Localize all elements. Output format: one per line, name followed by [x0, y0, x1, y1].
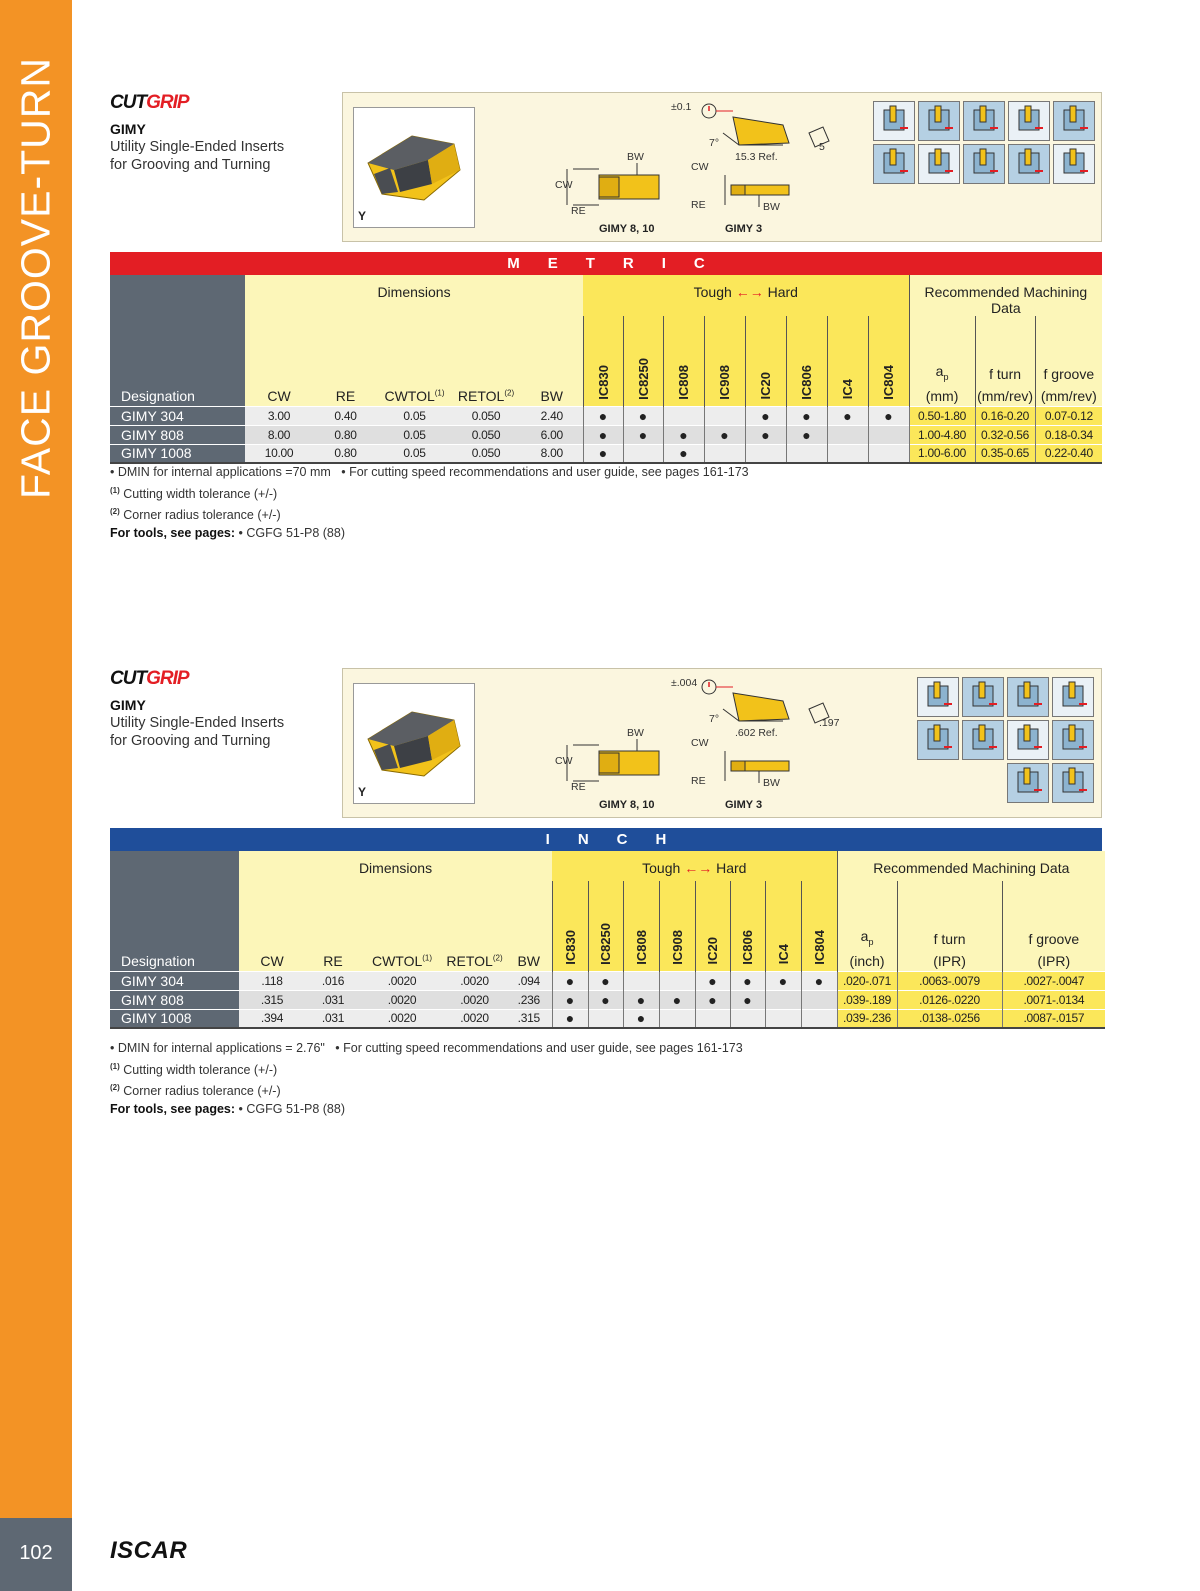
insert-image [354, 108, 474, 227]
fgroove-cell: .0027-.0047 [1002, 971, 1105, 990]
cw-header: CW [239, 881, 305, 971]
grade-header-ic8250: IC8250 [623, 316, 663, 406]
bw-header: BW [506, 881, 552, 971]
brand-logo: ISCAR [110, 1537, 188, 1564]
bw-label-2: BW [763, 777, 780, 789]
drawing-panel [342, 92, 1102, 242]
grade-availability-cell [623, 444, 663, 463]
grade-header-ic808: IC808 [663, 316, 704, 406]
designation-cell: GIMY 304 [110, 971, 239, 990]
sidebar [0, 0, 72, 1591]
grade-header-ic806: IC806 [730, 881, 765, 971]
tools-reference[interactable]: CGFG 51-P8 (88) [246, 1101, 345, 1116]
grade-header-ic806: IC806 [786, 316, 827, 406]
width-label: 5 [819, 141, 825, 153]
application-icon [1052, 720, 1094, 760]
cwtol-header: CWTOL$^{(1)}$ [361, 881, 443, 971]
grade-availability-cell: ● [827, 406, 868, 425]
grade-availability-cell: ● [730, 971, 765, 990]
application-icon [963, 101, 1005, 141]
grade-availability-cell [663, 406, 704, 425]
f-turn-header: f turn (IPR) [897, 881, 1002, 971]
bw-cell: .094 [506, 971, 552, 990]
cwtol-cell: 0.05 [378, 444, 451, 463]
re-label: RE [571, 205, 586, 217]
fturn-cell: 0.35-0.65 [975, 444, 1035, 463]
insert-code: Y [358, 785, 367, 799]
bw-cell: 2.40 [521, 406, 583, 425]
bw-cell: .315 [506, 1009, 552, 1028]
cw-header: CW [245, 316, 313, 406]
width-label: .197 [819, 717, 840, 729]
tolerance-label: ±.004 [671, 677, 698, 689]
grade-header-ic908: IC908 [704, 316, 745, 406]
application-icon [1008, 144, 1050, 184]
re-header: RE [313, 316, 378, 406]
insert-image [354, 684, 474, 803]
grade-availability-cell [827, 425, 868, 444]
grade-availability-cell [786, 444, 827, 463]
grade-availability-cell [588, 1009, 623, 1028]
application-icon [917, 677, 959, 717]
bw-cell: 8.00 [521, 444, 583, 463]
insert-code: Y [358, 209, 367, 223]
cw-cell: 3.00 [245, 406, 313, 425]
grade-header-ic8250: IC8250 [588, 881, 623, 971]
ap-cell: 0.50-1.80 [909, 406, 975, 425]
tools-reference[interactable]: CGFG 51-P8 (88) [246, 525, 345, 540]
grade-availability-cell [801, 990, 837, 1009]
footnotes: • DMIN for internal applications =70 mm • For cutting speed recommendations and user guide, see pages 161-173 $^{(1)}$ Cutting width tolerance (+/-) $^{(2)}$ Corner radius tolerance (+/-) For tools, see pages: • CGFG 51-P8 (88) [110, 465, 749, 540]
grade-availability-cell: ● [786, 425, 827, 444]
application-icon [873, 144, 915, 184]
grade-availability-cell: ● [552, 971, 588, 990]
grade-availability-cell: ● [552, 1009, 588, 1028]
re-cell: .031 [305, 990, 361, 1009]
grade-availability-cell: ● [659, 990, 695, 1009]
ref-label: 15.3 Ref. [735, 151, 778, 163]
grade-header-ic4: IC4 [827, 316, 868, 406]
grade-range-header: Tough ←→ Hard [583, 275, 909, 316]
retol-cell: .0020 [443, 990, 506, 1009]
grade-header-ic20: IC20 [695, 881, 730, 971]
ap-header: $a_p$ (inch) [837, 881, 897, 971]
grade-availability-cell [704, 444, 745, 463]
ap-cell: .039-.236 [837, 1009, 897, 1028]
grade-range-header: Tough ←→ Hard [552, 851, 837, 881]
retol-cell: 0.050 [451, 406, 521, 425]
spec-table [110, 275, 1102, 464]
application-icons [917, 677, 1094, 803]
grade-header-ic20: IC20 [745, 316, 786, 406]
application-icon [1007, 763, 1049, 803]
cw-cell: .394 [239, 1009, 305, 1028]
insert-photo [353, 107, 475, 228]
machining-data-header: Recommended Machining Data [837, 851, 1105, 881]
grade-availability-cell: ● [583, 444, 623, 463]
grade-availability-cell: ● [695, 971, 730, 990]
application-icon [962, 720, 1004, 760]
re-label-2: RE [691, 199, 706, 211]
grade-availability-cell: ● [588, 990, 623, 1009]
grade-availability-cell [695, 1009, 730, 1028]
fturn-cell: 0.16-0.20 [975, 406, 1035, 425]
cwtol-cell: 0.05 [378, 425, 451, 444]
retol-cell: .0020 [443, 971, 506, 990]
page-number: 102 [19, 1542, 53, 1564]
grade-header-ic808: IC808 [623, 881, 659, 971]
grade-availability-cell: ● [704, 425, 745, 444]
caption-gimy-3: GIMY 3 [725, 223, 763, 235]
table-row [110, 444, 1102, 463]
re-cell: 0.80 [313, 425, 378, 444]
grade-availability-cell [868, 444, 909, 463]
application-icon [1053, 101, 1095, 141]
retol-cell: .0020 [443, 1009, 506, 1028]
retol-cell: 0.050 [451, 444, 521, 463]
grade-availability-cell: ● [623, 406, 663, 425]
cutting-speed-note: For cutting speed recommendations and user guide, see pages 161-173 [349, 465, 749, 479]
application-icon [1007, 677, 1049, 717]
footnote-1: Cutting width tolerance (+/-) [123, 1062, 278, 1077]
table-row [110, 971, 1105, 990]
cwtol-header: CWTOL$^{(1)}$ [378, 316, 451, 406]
ap-cell: 1.00-4.80 [909, 425, 975, 444]
grade-availability-cell [801, 1009, 837, 1028]
cw-label: CW [555, 755, 573, 767]
fgroove-cell: 0.22-0.40 [1035, 444, 1102, 463]
sidebar-title: FACE GROOVE-TURN [12, 57, 59, 499]
product-description: Utility Single-Ended Inserts for Grooving and Turning [110, 139, 285, 173]
grade-header-ic830: IC830 [552, 881, 588, 971]
tools-label: For tools, see pages: [110, 1101, 236, 1116]
re-cell: 0.40 [313, 406, 378, 425]
cw-label-2: CW [691, 737, 709, 749]
product-name: GIMY [110, 697, 146, 713]
f-turn-header: f turn (mm/rev) [975, 316, 1035, 406]
cwtol-cell: 0.05 [378, 406, 451, 425]
fgroove-cell: 0.18-0.34 [1035, 425, 1102, 444]
fturn-cell: 0.32-0.56 [975, 425, 1035, 444]
cw-cell: .315 [239, 990, 305, 1009]
f-groove-header: f groove (IPR) [1002, 881, 1105, 971]
tolerance-label: ±0.1 [671, 101, 692, 113]
application-icon [962, 677, 1004, 717]
grade-availability-cell [745, 444, 786, 463]
cwtol-cell: .0020 [361, 971, 443, 990]
footnote-2: Corner radius tolerance (+/-) [123, 508, 281, 523]
dmin-note: DMIN for internal applications =70 mm [117, 465, 331, 479]
footnotes: • DMIN for internal applications = 2.76" • For cutting speed recommendations and user guide, see pages 161-173 $^{(1)}$ Cutting width tolerance (+/-) $^{(2)}$ Corner radius tolerance (+/-) For tools, see pages: • CGFG 51-P8 (88) [110, 1041, 743, 1116]
cutgrip-logo: CUTGRIP [110, 92, 189, 113]
designation-cell: GIMY 304 [110, 406, 245, 425]
cutgrip-logo: CUTGRIP [110, 668, 189, 689]
grade-availability-cell [730, 1009, 765, 1028]
fturn-cell: .0138-.0256 [897, 1009, 1002, 1028]
ap-cell: .020-.071 [837, 971, 897, 990]
designation-cell: GIMY 808 [110, 425, 245, 444]
retol-header: RETOL$^{(2)}$ [443, 881, 506, 971]
grade-header-ic804: IC804 [868, 316, 909, 406]
machining-data-header: Recommended Machining Data [909, 275, 1102, 316]
grade-availability-cell: ● [730, 990, 765, 1009]
grade-availability-cell: ● [765, 971, 801, 990]
re-label: RE [571, 781, 586, 793]
grade-availability-cell [659, 1009, 695, 1028]
ap-cell: .039-.189 [837, 990, 897, 1009]
grade-header-ic908: IC908 [659, 881, 695, 971]
grade-availability-cell: ● [745, 425, 786, 444]
application-icon [1008, 101, 1050, 141]
grade-availability-cell: ● [623, 990, 659, 1009]
grade-availability-cell: ● [623, 1009, 659, 1028]
retol-cell: 0.050 [451, 425, 521, 444]
grade-availability-cell [704, 406, 745, 425]
grade-header-ic830: IC830 [583, 316, 623, 406]
grade-availability-cell: ● [552, 990, 588, 1009]
application-icon [963, 144, 1005, 184]
product-description: Utility Single-Ended Inserts for Grooving and Turning [110, 715, 285, 749]
retol-header: RETOL$^{(2)}$ [451, 316, 521, 406]
grade-availability-cell: ● [786, 406, 827, 425]
re-cell: 0.80 [313, 444, 378, 463]
grade-availability-cell: ● [663, 444, 704, 463]
bw-label: BW [627, 727, 644, 739]
application-icon [1007, 720, 1049, 760]
table-row [110, 406, 1102, 425]
fgroove-cell: .0087-.0157 [1002, 1009, 1105, 1028]
fgroove-cell: 0.07-0.12 [1035, 406, 1102, 425]
grade-availability-cell: ● [868, 406, 909, 425]
table-row [110, 990, 1105, 1009]
angle-label: 7° [709, 713, 720, 725]
ref-label: .602 Ref. [735, 727, 778, 739]
re-header: RE [305, 881, 361, 971]
re-label-2: RE [691, 775, 706, 787]
grade-availability-cell [827, 444, 868, 463]
table-row [110, 425, 1102, 444]
bw-header: BW [521, 316, 583, 406]
cwtol-cell: .0020 [361, 990, 443, 1009]
grade-availability-cell: ● [588, 971, 623, 990]
footnote-2: Corner radius tolerance (+/-) [123, 1084, 281, 1099]
angle-label: 7° [709, 137, 720, 149]
table-row [110, 1009, 1105, 1028]
application-icon [1052, 763, 1094, 803]
product-name: GIMY [110, 121, 146, 137]
grade-availability-cell [659, 971, 695, 990]
re-cell: .016 [305, 971, 361, 990]
spec-table [110, 851, 1105, 1029]
cutting-speed-note: For cutting speed recommendations and user guide, see pages 161-173 [343, 1041, 743, 1055]
unit-band: INCH [110, 828, 1102, 851]
grade-header-ic4: IC4 [765, 881, 801, 971]
f-groove-header: f groove (mm/rev) [1035, 316, 1102, 406]
bw-label-2: BW [763, 201, 780, 213]
application-icon [1053, 144, 1095, 184]
cw-cell: 8.00 [245, 425, 313, 444]
tools-label: For tools, see pages: [110, 525, 236, 540]
caption-gimy-3: GIMY 3 [725, 799, 763, 811]
bw-cell: .236 [506, 990, 552, 1009]
dimensions-header: Dimensions [239, 851, 552, 881]
cw-label: CW [555, 179, 573, 191]
unit-band: METRIC [110, 252, 1102, 275]
application-icon [918, 144, 960, 184]
cwtol-cell: .0020 [361, 1009, 443, 1028]
cw-cell: .118 [239, 971, 305, 990]
designation-cell: GIMY 1008 [110, 1009, 239, 1028]
application-icon [917, 720, 959, 760]
insert-photo [353, 683, 475, 804]
grade-availability-cell: ● [583, 425, 623, 444]
grade-availability-cell [765, 990, 801, 1009]
grade-availability-cell: ● [801, 971, 837, 990]
designation-header: Designation [110, 275, 245, 406]
grade-availability-cell: ● [695, 990, 730, 1009]
grade-availability-cell: ● [745, 406, 786, 425]
application-icon [873, 101, 915, 141]
designation-cell: GIMY 1008 [110, 444, 245, 463]
grade-availability-cell: ● [623, 425, 663, 444]
caption-gimy-8-10: GIMY 8, 10 [599, 799, 655, 811]
re-cell: .031 [305, 1009, 361, 1028]
bw-label: BW [627, 151, 644, 163]
application-icon [918, 101, 960, 141]
designation-cell: GIMY 808 [110, 990, 239, 1009]
grade-header-ic804: IC804 [801, 881, 837, 971]
ap-cell: 1.00-6.00 [909, 444, 975, 463]
grade-availability-cell [623, 971, 659, 990]
drawing-panel [342, 668, 1102, 818]
designation-header: Designation [110, 851, 239, 971]
footnote-1: Cutting width tolerance (+/-) [123, 486, 278, 501]
page-number-box [0, 1518, 72, 1591]
application-icon [1052, 677, 1094, 717]
fturn-cell: .0126-.0220 [897, 990, 1002, 1009]
grade-availability-cell [765, 1009, 801, 1028]
fgroove-cell: .0071-.0134 [1002, 990, 1105, 1009]
bw-cell: 6.00 [521, 425, 583, 444]
cw-label-2: CW [691, 161, 709, 173]
cw-cell: 10.00 [245, 444, 313, 463]
grade-availability-cell: ● [583, 406, 623, 425]
ap-header: $a_p$ (mm) [909, 316, 975, 406]
application-icons [873, 101, 1095, 184]
grade-availability-cell [868, 425, 909, 444]
grade-availability-cell: ● [663, 425, 704, 444]
dimensions-header: Dimensions [245, 275, 583, 316]
dmin-note: DMIN for internal applications = 2.76" [117, 1041, 325, 1055]
fturn-cell: .0063-.0079 [897, 971, 1002, 990]
caption-gimy-8-10: GIMY 8, 10 [599, 223, 655, 235]
